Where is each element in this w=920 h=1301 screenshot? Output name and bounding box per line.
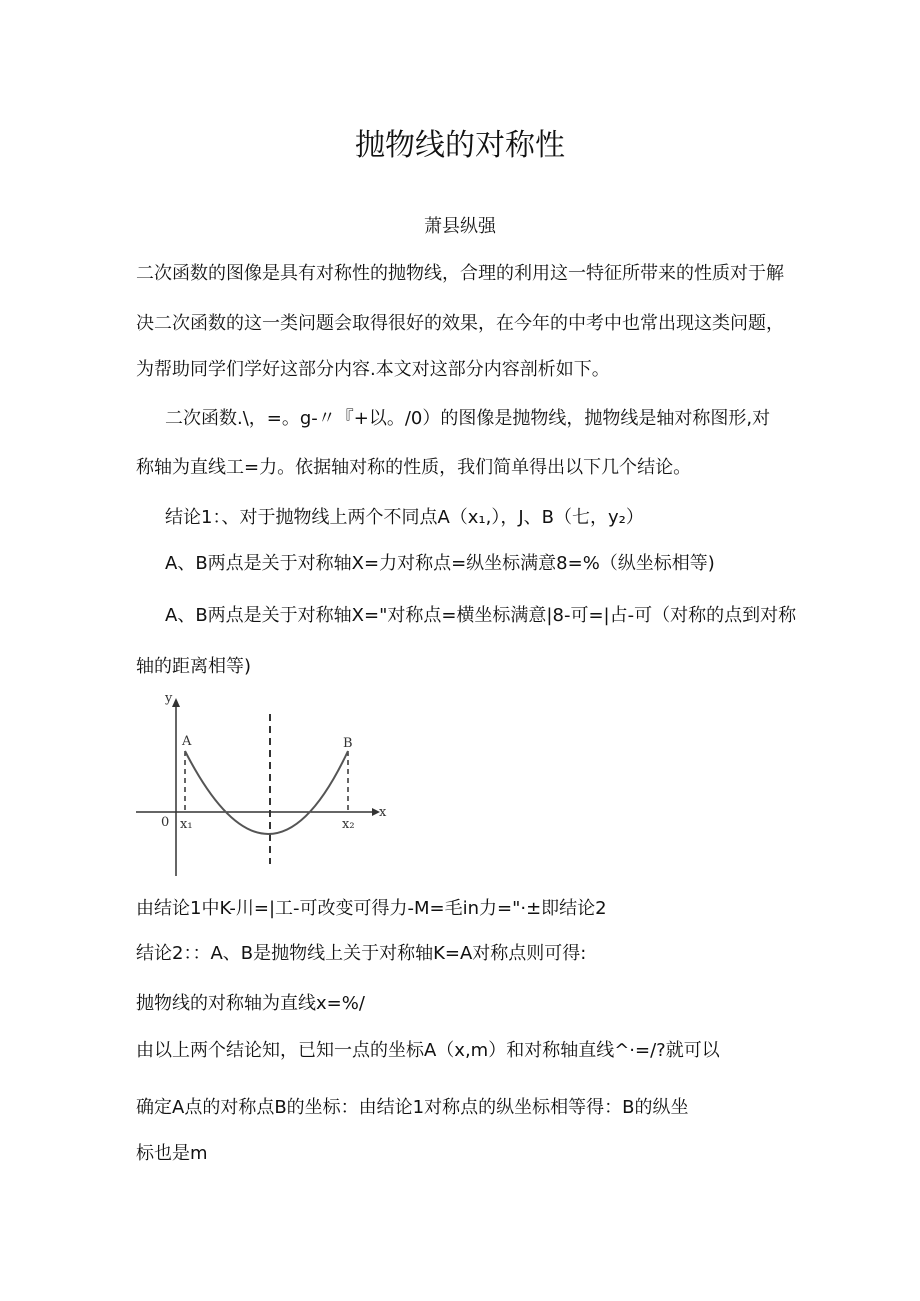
parabola-figure — [132, 688, 392, 878]
author-name: 萧县纵强 — [424, 216, 496, 237]
intro-line-2: 决二次函数的这一类问题会取得很好的效果，在今年的中考中也常出现这类问题， — [136, 313, 784, 334]
intro-line-1: 二次函数的图像是具有对称性的抛物线，合理的利用这一特征所带来的性质对于解 — [136, 263, 784, 284]
origin-label: 0 — [161, 815, 170, 830]
symmetry-axis-statement: 抛物线的对称轴为直线x=%/ — [136, 993, 365, 1014]
parabola-graph — [132, 688, 392, 878]
para2-line-1: 二次函数.\，=。g-〃『+以。/0）的图像是抛物线，抛物线是轴对称图形,对 — [165, 408, 771, 429]
result-2-line-2: 轴的距离相等) — [136, 656, 252, 677]
document-title: 抛物线的对称性 — [355, 128, 565, 163]
summary-line-2: 确定A点的对称点B的坐标：由结论1对称点的纵坐标相等得：B的纵坐 — [136, 1097, 689, 1118]
result-2-line-1: A、B两点是关于对称轴X="对称点=横坐标满意|8-可=|占-可（对称的点到对称 — [165, 605, 797, 626]
para2-line-2: 称轴为直线工=力。依据轴对称的性质，我们简单得出以下几个结论。 — [136, 457, 692, 478]
after-figure-line-1: 由结论1中K-川=|工-可改变可得力-M=毛in力="·±即结论2 — [136, 898, 607, 919]
y-axis-label: y — [165, 691, 173, 706]
conclusion-2: 结论2：：A、B是抛物线上关于对称轴K=A对称点则可得: — [136, 943, 587, 964]
point-b-label: B — [343, 736, 353, 751]
summary-line-3: 标也是m — [136, 1143, 208, 1164]
summary-line-1: 由以上两个结论知，已知一点的坐标A（x,m）和对称轴直线^·=/?就可以 — [136, 1040, 720, 1061]
conclusion-1: 结论1：、对于抛物线上两个不同点A（x₁,），J、B（七，y₂） — [165, 507, 644, 528]
x1-label: x₁ — [180, 817, 193, 832]
point-a-label: A — [182, 734, 192, 749]
parabola-curve — [185, 751, 348, 834]
y-axis-arrow — [172, 698, 180, 707]
x-axis-label: x — [379, 805, 387, 820]
result-1: A、B两点是关于对称轴X=力对称点=纵坐标满意8=%（纵坐标相等) — [165, 553, 715, 574]
x2-label: x₂ — [342, 817, 355, 832]
intro-line-3: 为帮助同学们学好这部分内容.本文对这部分内容剖析如下。 — [136, 359, 610, 380]
